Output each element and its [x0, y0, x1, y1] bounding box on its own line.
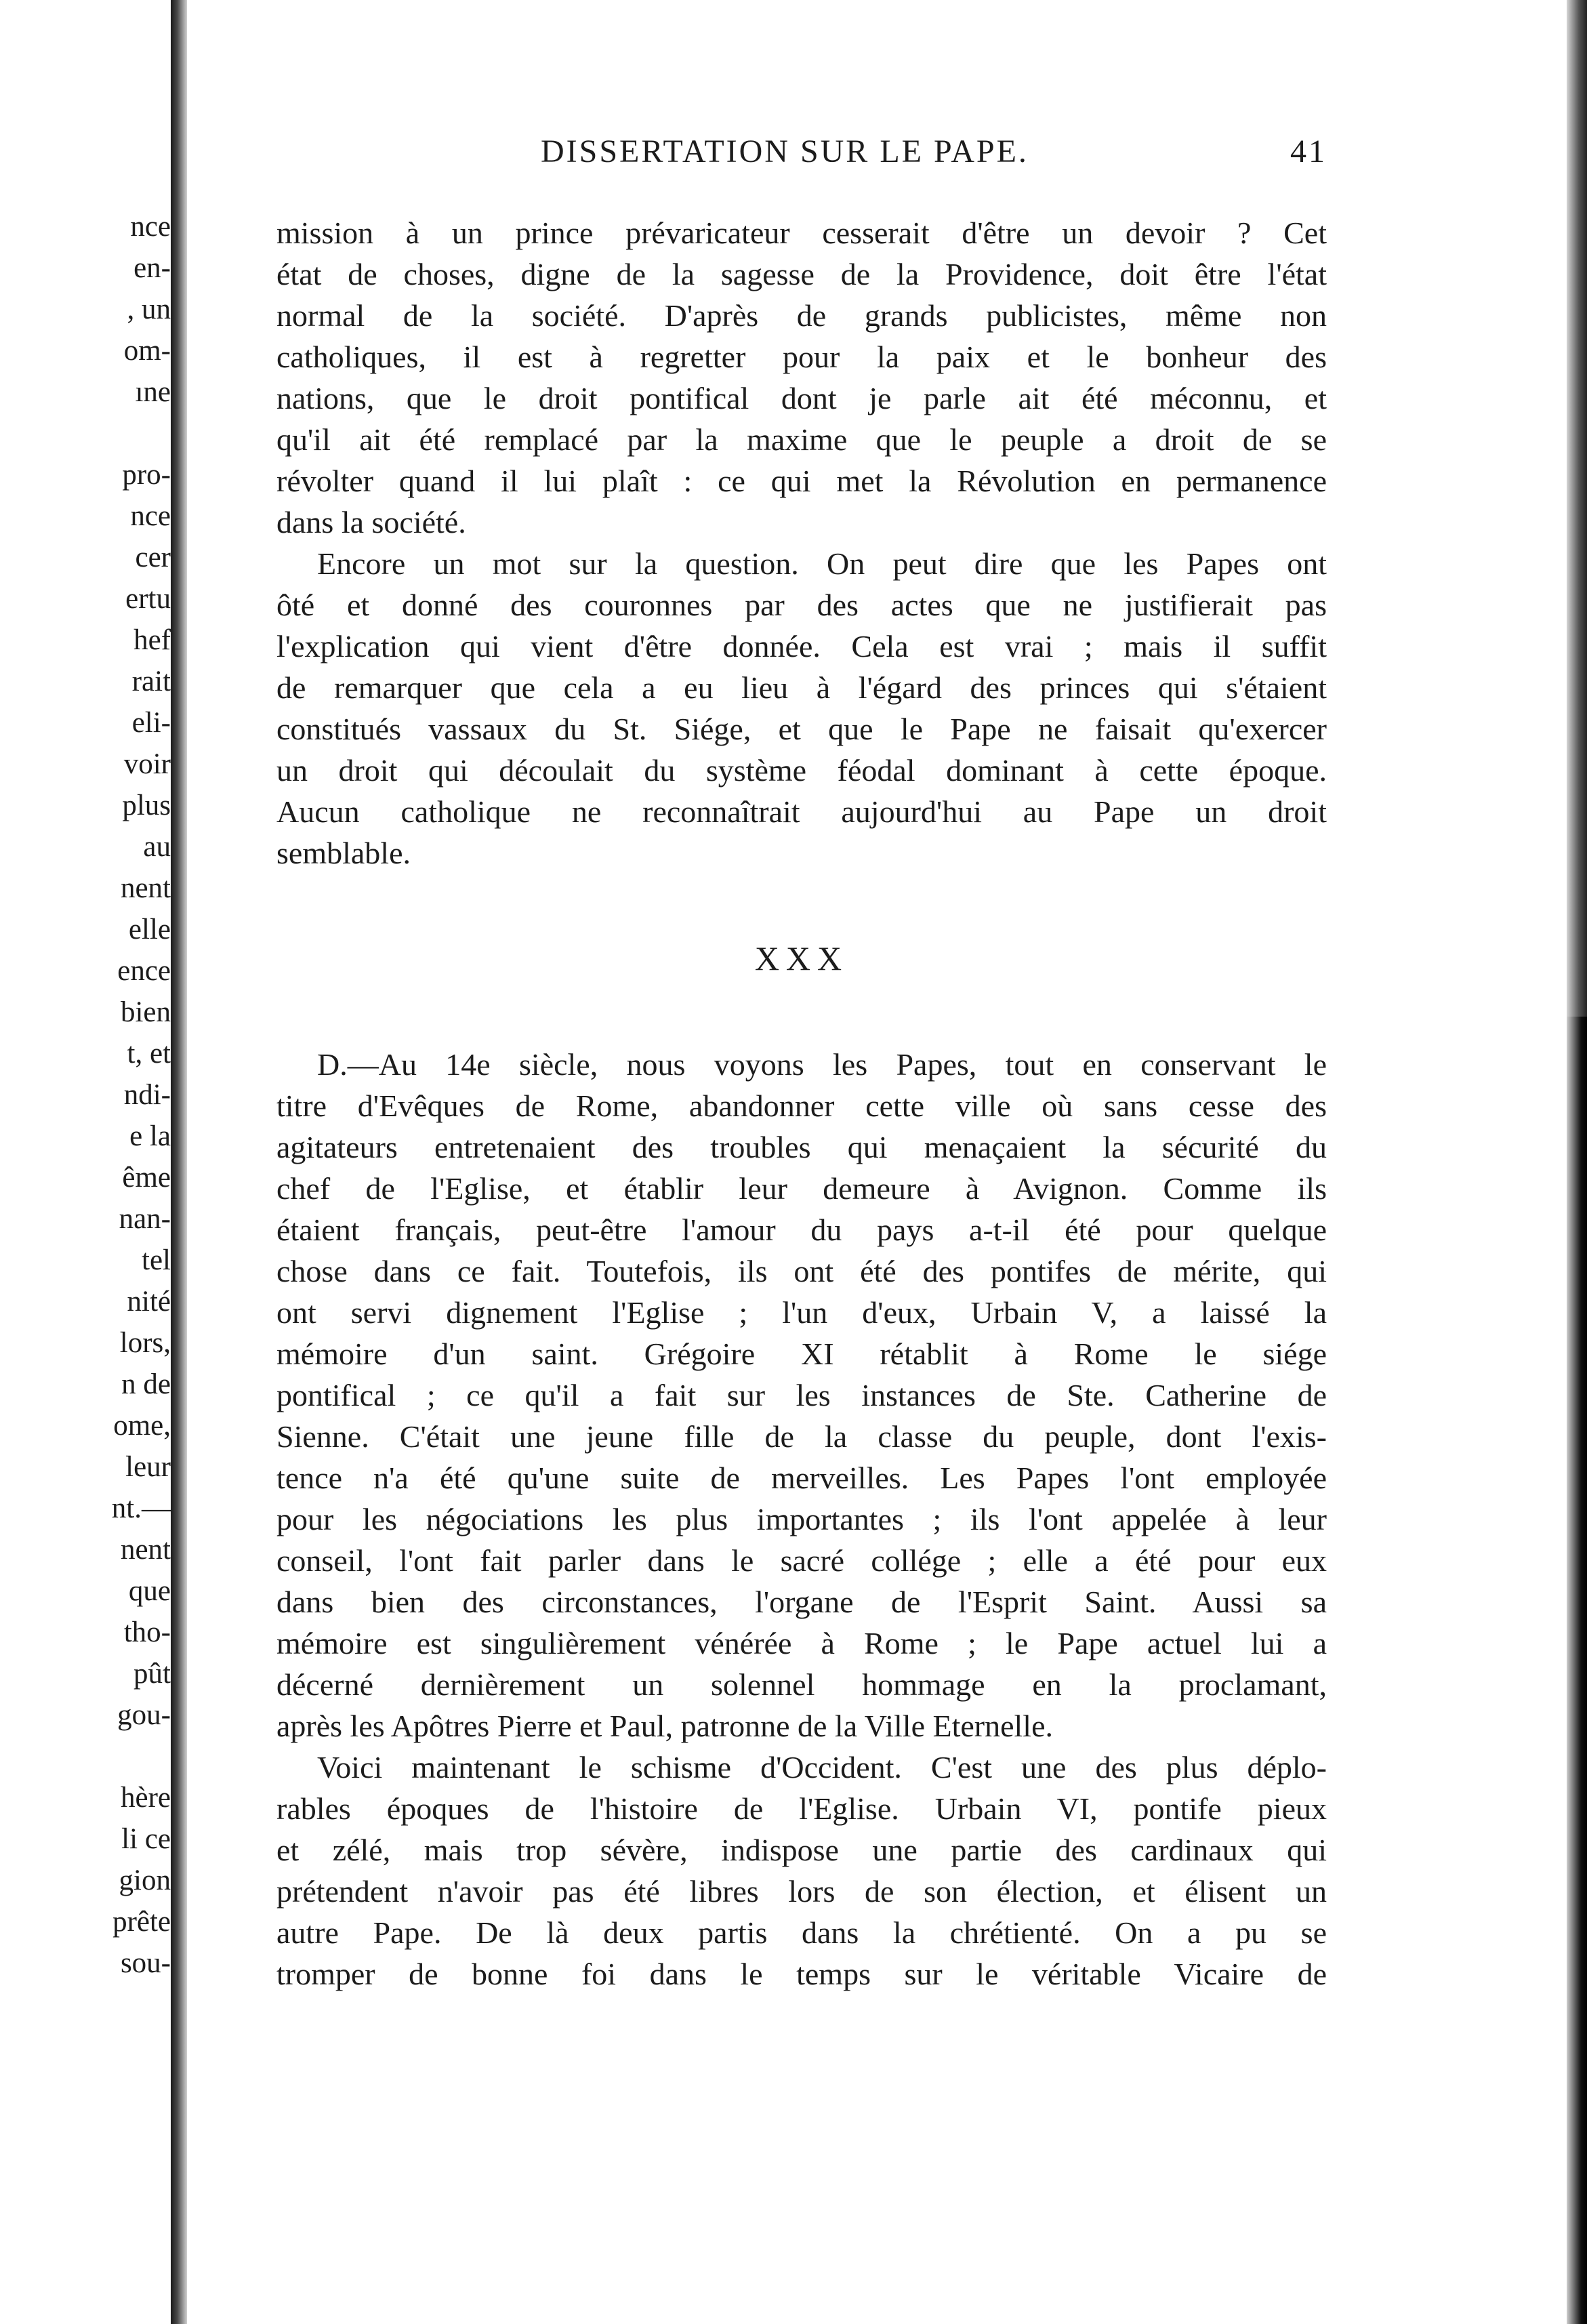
text-line: qu'il ait été remplacé par la maxime que le peuple a droit de se: [276, 422, 1327, 457]
text-line: mémoire est singulièrement vénérée à Rome ; le Pape actuel lui a: [276, 1626, 1327, 1660]
text-line: catholiques, il est à regretter pour la paix et le bonheur des: [276, 340, 1327, 374]
text-line: état de choses, digne de la sagesse de la Providence, doit être l'état: [276, 257, 1327, 291]
text-line: révolter quand il lui plaît : ce qui met la Révolution en permanence: [276, 464, 1327, 498]
text-line: dans bien des circonstances, l'organe de l'Esprit Saint. Aussi sa: [276, 1585, 1327, 1619]
facing-page-line-fragment: lors,: [119, 1327, 171, 1359]
facing-page-line-fragment: gion: [119, 1864, 171, 1896]
facing-page-line-fragment: hère: [121, 1782, 171, 1814]
text-line: chose dans ce fait. Toutefois, ils ont été des pontifes de mérite, qui: [276, 1254, 1327, 1288]
facing-page-line-fragment: tho-: [123, 1616, 171, 1648]
text-line: tence n'a été qu'une suite de merveilles. Les Papes l'ont employée: [276, 1461, 1327, 1495]
facing-page-line-fragment: li ce: [121, 1823, 171, 1855]
paragraph: [276, 1747, 1327, 1995]
facing-page-line-fragment: gou-: [117, 1699, 171, 1731]
running-head-title: DISSERTATION SUR LE PAPE.: [541, 134, 1029, 169]
text-line: mission à un prince prévaricateur cesserait d'être un devoir ? Cet: [276, 216, 1327, 250]
book-gutter: [171, 0, 187, 2324]
section-heading: XXX: [754, 939, 849, 977]
text-line: Aucun catholique ne reconnaîtrait aujourd'hui au Pape un droit: [276, 794, 1327, 829]
facing-page-line-fragment: prête: [112, 1906, 171, 1938]
facing-page-line-fragment: plus: [122, 790, 171, 821]
text-line: semblable.: [276, 836, 411, 870]
text-block-upper: [276, 212, 1327, 874]
facing-page-line-fragment: ndi-: [123, 1079, 171, 1111]
facing-page-line-fragment: nent: [120, 1534, 171, 1566]
page-edge-shadow: [1567, 1017, 1587, 2324]
text-line: conseil, l'ont fait parler dans le sacré collége ; elle a été pour eux: [276, 1543, 1327, 1578]
text-line: tromper de bonne foi dans le temps sur le véritable Vicaire de: [276, 1957, 1327, 1991]
paragraph: [276, 543, 1327, 874]
facing-page-line-fragment: en-: [133, 252, 171, 284]
facing-page-line-fragment: e la: [129, 1120, 171, 1152]
page-number: 41: [1290, 134, 1327, 169]
facing-page-line-fragment: om-: [123, 335, 171, 367]
facing-page-line-fragment: ence: [117, 955, 171, 987]
text-line: constitués vassaux du St. Siége, et que le Pape ne faisait qu'exercer: [276, 712, 1327, 746]
text-line: et zélé, mais trop sévère, indispose une partie des cardinaux qui: [276, 1833, 1327, 1867]
facing-page-line-fragment: , un: [127, 293, 171, 325]
facing-page-line-fragment: pro-: [122, 459, 171, 491]
text-line: décerné dernièrement un solennel hommage en la proclamant,: [276, 1667, 1327, 1702]
text-block-lower: [276, 1044, 1327, 1995]
text-line: nations, que le droit pontifical dont je parle ait été méconnu, et: [276, 381, 1327, 415]
facing-page-line-fragment: cer: [135, 542, 171, 573]
facing-page-line-fragment: nité: [127, 1286, 171, 1318]
facing-page-line-fragment: nan-: [119, 1203, 171, 1235]
facing-page-line-fragment: bien: [120, 996, 171, 1028]
facing-page-fragment: [0, 0, 171, 2324]
text-line: titre d'Evêques de Rome, abandonner cette ville où sans cesse des: [276, 1088, 1327, 1123]
text-line: dans la société.: [276, 505, 466, 539]
facing-page-line-fragment: ertu: [125, 583, 171, 615]
text-line: ôté et donné des couronnes par des actes que ne justifierait pas: [276, 588, 1327, 622]
facing-page-line-fragment: nt.—: [111, 1492, 171, 1524]
text-line: agitateurs entretenaient des troubles qui menaçaient la sécurité du: [276, 1130, 1327, 1164]
paragraph: [276, 212, 1327, 543]
facing-page-line-fragment: au: [143, 831, 171, 863]
facing-page-line-fragment: eli-: [131, 707, 171, 739]
facing-page-line-fragment: nce: [130, 500, 171, 532]
text-line: Voici maintenant le schisme d'Occident. C'est une des plus déplo-: [317, 1750, 1327, 1785]
text-line: autre Pape. De là deux partis dans la chrétienté. On a pu se: [276, 1915, 1327, 1950]
text-line: D.—Au 14e siècle, nous voyons les Papes, tout en conservant le: [317, 1047, 1327, 1082]
text-line: Sienne. C'était une jeune fille de la classe du peuple, dont l'exis-: [276, 1419, 1327, 1454]
facing-page-line-fragment: ıne: [135, 376, 171, 408]
paragraph: [276, 1044, 1327, 1747]
facing-page-line-fragment: n de: [121, 1368, 171, 1400]
text-line: mémoire d'un saint. Grégoire XI rétablit à Rome le siége: [276, 1337, 1327, 1371]
facing-page-line-fragment: voir: [123, 748, 171, 780]
text-line: chef de l'Eglise, et établir leur demeure à Avignon. Comme ils: [276, 1171, 1327, 1206]
facing-page-line-fragment: tel: [142, 1244, 171, 1276]
text-line: normal de la société. D'après de grands publicistes, même non: [276, 298, 1327, 333]
text-line: un droit qui découlait du système féodal dominant à cette époque.: [276, 753, 1327, 788]
text-line: pontifical ; ce qu'il a fait sur les instances de Ste. Catherine de: [276, 1378, 1327, 1412]
text-line: l'explication qui vient d'être donnée. Cela est vrai ; mais il suffit: [276, 629, 1327, 664]
facing-page-line-fragment: sou-: [120, 1947, 171, 1979]
facing-page-line-fragment: hef: [133, 624, 171, 656]
facing-page-line-fragment: pût: [133, 1658, 171, 1690]
facing-page-line-fragment: elle: [128, 914, 171, 945]
facing-page-line-fragment: leur: [125, 1451, 171, 1483]
facing-page-line-fragment: ême: [122, 1162, 171, 1194]
facing-page-line-fragment: nce: [130, 211, 171, 243]
text-line: étaient français, peut-être l'amour du pays a-t-il été pour quelque: [276, 1212, 1327, 1247]
text-line: pour les négociations les plus importantes ; ils l'ont appelée à leur: [276, 1502, 1327, 1536]
text-line: de remarquer que cela a eu lieu à l'égard des princes qui s'étaient: [276, 670, 1327, 705]
running-head: [276, 133, 1327, 180]
facing-page-line-fragment: que: [128, 1575, 171, 1607]
facing-page-line-fragment: t, et: [127, 1038, 171, 1069]
text-line: Encore un mot sur la question. On peut dire que les Papes ont: [317, 546, 1327, 581]
text-line: prétendent n'avoir pas été libres lors de son élection, et élisent un: [276, 1874, 1327, 1909]
facing-page-line-fragment: ome,: [113, 1410, 171, 1442]
text-line: rables époques de l'histoire de l'Eglise. Urbain VI, pontife pieux: [276, 1791, 1327, 1826]
facing-page-line-fragment: rait: [131, 666, 171, 697]
facing-page-line-fragment: nent: [120, 872, 171, 904]
text-line: ont servi dignement l'Eglise ; l'un d'eux, Urbain V, a laissé la: [276, 1295, 1327, 1330]
text-line: après les Apôtres Pierre et Paul, patronne de la Ville Eternelle.: [276, 1709, 1054, 1743]
